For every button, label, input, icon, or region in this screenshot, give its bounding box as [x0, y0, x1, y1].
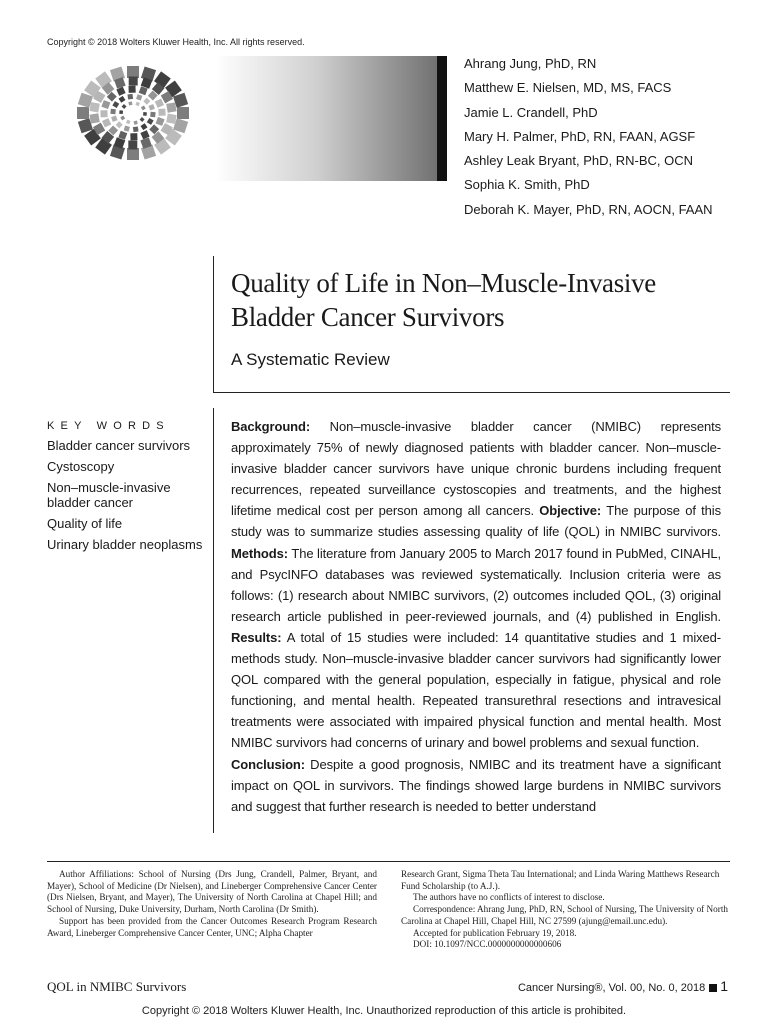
abstract-background-text: Non–muscle-invasive bladder cancer (NMIBC) represents approximately 75% of newly diagnosed patients with bladder cancer. Non–muscle-invasive bladder cancer survivors have unique chronic burdens including frequent recurrences, repeated surveillance cystoscopies and treatments, and the highest lifetime medical cost per person among all cancers.	[231, 419, 721, 519]
logo-square	[127, 66, 139, 78]
author: Sophia K. Smith, PhD	[464, 177, 590, 193]
logo-square	[148, 104, 154, 110]
author: Ashley Leak Bryant, PhD, RN-BC, OCN	[464, 153, 694, 169]
abstract-results-label: Results:	[231, 629, 282, 645]
logo-square	[156, 117, 165, 126]
abstract-conclusion-text: Despite a good prognosis, NMIBC and its treatment have a significant impact on QOL in survivors. The findings showed large burdens in NMIBC survivors and suggest that further research is needed to better understand	[231, 756, 721, 814]
logo-square	[119, 96, 126, 103]
logo-square	[124, 125, 130, 131]
author: Mary H. Palmer, PhD, RN, FAAN, AGSF	[464, 128, 696, 144]
keywords-heading: KEY WORDS	[47, 420, 170, 432]
abstract-divider-vertical	[213, 408, 214, 833]
abstract	[231, 416, 721, 817]
logo-square	[101, 100, 110, 109]
author: Matthew E. Nielsen, MD, MS, FACS	[464, 80, 672, 96]
support-paragraph-continued: Research Grant, Sigma Theta Tau International; and Linda Waring Matthews Research Fund Scholarship (to A.J.).	[401, 869, 720, 891]
title-divider-vertical	[213, 256, 214, 393]
author: Ahrang Jung, PhD, RN	[464, 56, 597, 71]
accepted-date: Accepted for publication February 19, 2018.	[413, 927, 577, 938]
keyword-item: Cystoscopy	[47, 459, 115, 474]
doi: DOI: 10.1097/NCC.0000000000000606	[413, 939, 562, 950]
logo-square	[110, 109, 115, 114]
logo-square	[127, 148, 139, 160]
author: Jamie L. Crandell, PhD	[464, 104, 598, 120]
logo-square	[135, 102, 140, 107]
abstract-conclusion-label: Conclusion:	[231, 756, 306, 772]
article-title-line: Quality of Life in Non–Muscle-Invasive	[231, 268, 656, 298]
logo-square	[102, 118, 111, 127]
logo-square	[133, 126, 139, 132]
logo-square	[122, 104, 127, 109]
keyword-item: Quality of life	[47, 516, 123, 531]
logo-square	[100, 110, 107, 117]
logo-square	[158, 109, 165, 116]
logo-square	[147, 118, 154, 125]
page-number: 1	[720, 978, 728, 994]
affiliation-paragraph: Author Affiliations: School of Nursing (Drs Jung, Crandell, Palmer, Bryant, and Mayer), School of Medicine (Dr Nielsen), and Lineberger Comprehensive Cancer Center (Drs Nielsen, Bryant, and Mayer), The University of North Carolina at Chapel Hill; and School of Nursing, Duke University, Durham, North Carolina (Dr Smith).	[47, 869, 377, 915]
logo-square	[126, 120, 131, 125]
logo-square	[128, 86, 135, 93]
abstract-methods-text: The literature from January 2005 to March 2017 found in PubMed, CINAHL, and PsycINFO databases was reviewed systematically. Inclusion criteria were as follows: (1) research about NMIBC survivors, (2) outcomes included QOL, (3) original research article published in peer-reviewed journals, and (4) published in English.	[231, 545, 721, 624]
logo-square	[89, 113, 99, 123]
affiliations-left	[47, 869, 377, 939]
logo-square	[116, 121, 123, 128]
logo-square	[177, 107, 189, 119]
author-list	[464, 52, 713, 222]
logo-square	[141, 106, 146, 111]
logo-square	[119, 110, 123, 114]
header-copyright: Copyright © 2018 Wolters Kluwer Health, Inc. All rights reserved.	[47, 37, 305, 47]
journal-name: Cancer Nursing®, Vol. 00, No. 0, 2018	[517, 982, 706, 994]
logo-square	[140, 117, 145, 122]
correspondence: Correspondence: Ahrang Jung, PhD, RN, School of Nursing, The University of North Carolina at Chapel Hill, Chapel Hill, NC 27599 (ajung@email.unc.edu).	[401, 904, 728, 926]
logo-square	[141, 123, 148, 130]
logo-square	[128, 101, 132, 105]
keyword-item: Non–muscle-invasive bladder cancer	[47, 480, 171, 510]
logo-square	[77, 107, 89, 119]
conflicts-statement: The authors have no conflicts of interest to disclose.	[413, 892, 605, 903]
abstract-methods-label: Methods:	[231, 545, 288, 561]
article-title-line: Bladder Cancer Survivors	[231, 302, 505, 332]
logo-square	[111, 115, 117, 121]
logo-square	[112, 101, 119, 108]
logo-square	[129, 76, 138, 85]
abstract-results-text: A total of 15 studies were included: 14 quantitative studies and 1 mixed-methods study. Non–muscle-invasive bladder cancer survivors had significantly lower QOL compared with the general population, especially in fatigue, physical and role functioning, and mental health. Repeated transurethral resections and intravesical treatments were associated with impaired physical function and mental health. Most NMIBC survivors had concerns of urinary and bowel problems and sexual function.	[231, 629, 721, 751]
author: Deborah K. Mayer, PhD, RN, AOCN, FAAN	[464, 201, 713, 217]
footer-copyright: Copyright © 2018 Wolters Kluwer Health, Inc. Unauthorized reproduction of this article is prohibited.	[141, 1005, 627, 1017]
logo-square	[127, 94, 133, 100]
footnote-divider	[47, 861, 730, 862]
logo-square	[136, 94, 142, 100]
journal-logo-icon	[45, 58, 215, 168]
keyword-item: Urinary bladder neoplasms	[47, 537, 203, 552]
abstract-objective-text: The purpose of this study was to summarize studies assessing quality of life (QOL) in NMIBC survivors.	[231, 503, 721, 540]
logo-square	[150, 112, 155, 117]
logo-square	[166, 102, 176, 112]
logo-square	[128, 140, 137, 149]
header-gradient-bar	[215, 56, 439, 181]
logo-square	[143, 112, 147, 116]
journal-citation	[518, 978, 728, 994]
keywords-list	[47, 438, 212, 558]
logo-square	[134, 121, 138, 125]
square-bullet-icon	[709, 984, 717, 992]
title-divider-horizontal	[213, 392, 730, 393]
affiliations-right	[401, 869, 731, 951]
abstract-objective-label: Objective:	[539, 503, 602, 519]
support-paragraph: Support has been provided from the Cancer Outcomes Research Program Research Award, Lineberger Comprehensive Cancer Center, UNC; Alpha Chapter	[47, 915, 377, 938]
article-subtitle: A Systematic Review	[231, 350, 390, 369]
logo-square	[143, 98, 150, 105]
logo-square	[130, 133, 137, 140]
running-title: QOL in NMIBC Survivors	[47, 979, 187, 994]
header-black-bar	[437, 56, 447, 181]
logo-square	[155, 99, 164, 108]
keyword-item: Bladder cancer survivors	[47, 438, 191, 453]
abstract-background-label: Background:	[231, 419, 311, 434]
logo-square	[166, 113, 176, 123]
article-title	[231, 266, 656, 334]
logo-square	[120, 116, 125, 121]
logo-square	[89, 102, 99, 112]
